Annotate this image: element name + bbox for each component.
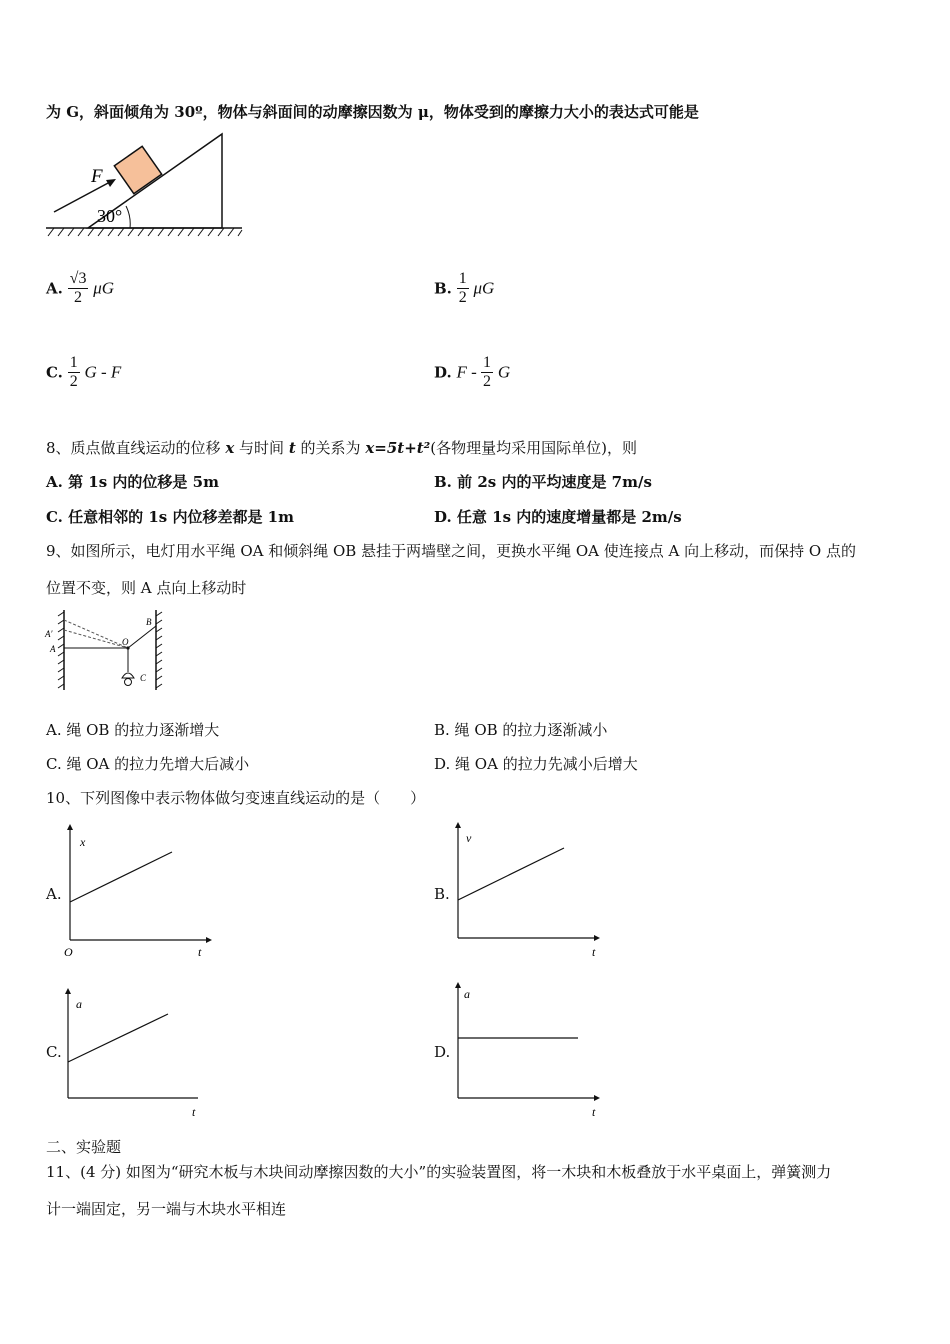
svg-text:B: B [146,617,152,627]
q8-option-c[interactable]: C. 任意相邻的 1s 内位移差都是 1m [46,508,294,526]
svg-text:a: a [464,987,470,1001]
q8-option-a[interactable]: A. 第 1s 内的位移是 5m [46,473,219,491]
graph-c[interactable] [58,986,208,1120]
q9-option-a[interactable]: A. 绳 OB 的拉力逐渐增大 [46,721,220,739]
q8-stem: 8、质点做直线运动的位移 x 与时间 t 的关系为 x=5t+t²(各物理量均采用国际单位)，则 [46,439,637,457]
svg-text:O: O [64,945,73,959]
svg-text:x: x [80,835,86,849]
svg-text:t: t [192,1105,196,1119]
q11-stem-line1: 11、(4 分) 如图为“研究木板与木块间动摩擦因数的大小”的实验装置图，将一木块和木板叠放于水平桌面上，弹簧测力 [46,1163,832,1181]
q7-option-c[interactable]: C. $\frac{1}{2}$ G - F [46,354,122,390]
q9-option-b[interactable]: B. 绳 OB 的拉力逐渐减小 [434,721,608,739]
section-title: 二、实验题 [46,1138,122,1156]
q9-option-c[interactable]: C. 绳 OA 的拉力先增大后减小 [46,755,250,773]
q9-option-d[interactable]: D. 绳 OA 的拉力先减小后增大 [434,755,638,773]
incline-figure [44,128,244,240]
q11-stem-line2: 计一端固定，另一端与木块水平相连 [46,1200,287,1218]
svg-text:t: t [592,945,596,959]
graph-a[interactable] [60,824,210,960]
svg-text:t: t [198,945,202,959]
graph-b[interactable] [448,820,604,960]
force-label: F [91,166,103,187]
rope-lamp-figure [44,606,168,694]
q7-option-d[interactable]: D. F - $\frac{1}{2}$ G [434,354,511,390]
q7-option-a[interactable]: A. $\frac{√3}{2}$ μG [46,270,115,306]
svg-text:v: v [466,831,472,845]
q10-option-a-label[interactable]: A. [46,885,62,903]
svg-text:a: a [76,997,82,1011]
q7-option-b[interactable]: B. $\frac{1}{2}$ μG [434,270,495,306]
angle-label: 30° [97,206,123,226]
q10-option-d-label[interactable]: D. [434,1043,451,1061]
q8-option-d[interactable]: D. 任意 1s 内的速度增量都是 2m/s [434,508,682,526]
q10-stem: 10、下列图像中表示物体做匀变速直线运动的是（ ） [46,789,426,807]
q10-option-c-label[interactable]: C. [46,1043,62,1061]
svg-text:O: O [122,637,129,647]
q8-option-b[interactable]: B. 前 2s 内的平均速度是 7m/s [434,473,652,491]
svg-text:A′: A′ [45,629,53,639]
svg-text:C: C [140,673,147,683]
q9-stem-line1: 9、如图所示，电灯用水平绳 OA 和倾斜绳 OB 悬挂于两墙壁之间，更换水平绳 OA 使连接点 A 向上移动，而保持 O 点的 [46,542,856,560]
svg-text:A: A [50,644,56,654]
q10-option-b-label[interactable]: B. [434,885,450,903]
q9-stem-line2: 位置不变，则 A 点向上移动时 [46,579,247,597]
q7-stem: 为 G，斜面倾角为 30º，物体与斜面间的动摩擦因数为 μ，物体受到的摩擦力大小的表达式可能是 [46,103,699,121]
graph-d[interactable] [448,980,604,1120]
svg-text:t: t [592,1105,596,1119]
